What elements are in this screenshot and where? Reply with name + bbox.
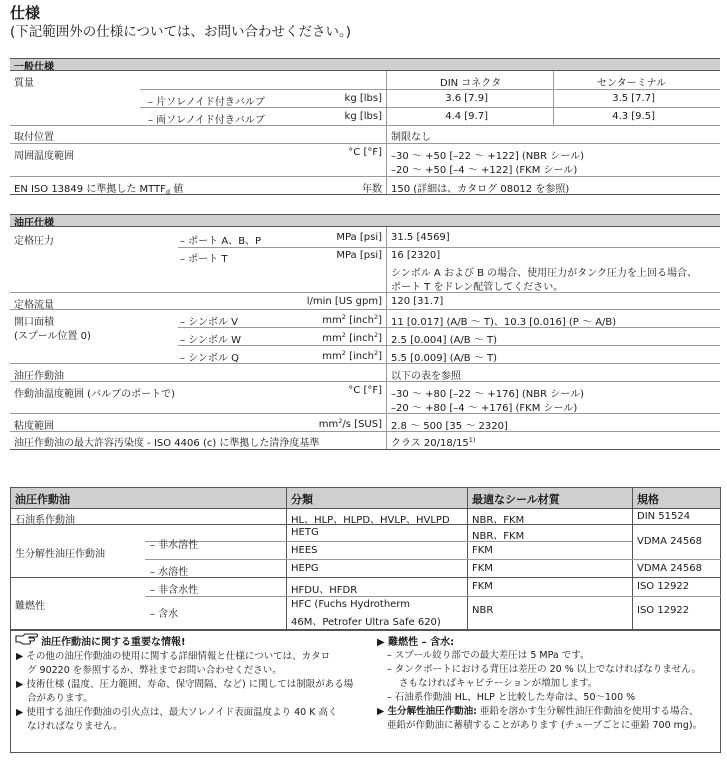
unit-area: $mm^2$ [inch$^2$] <box>322 331 382 344</box>
mineral-oil: 石油系作動油 <box>15 515 75 526</box>
ambient-temp-nbr: –30 ～ +50 [–22 ～ +122] (NBR シール) <box>391 151 584 162</box>
fluids-table <box>10 487 722 631</box>
hfdu-class: HFDU、HFDR <box>291 585 358 596</box>
mttf-value: 150 (詳細は、カタログ 08012 を参照) <box>391 184 570 195</box>
pressure-t-note: シンボル A および B の場合、使用圧力がタンク圧力を上回る場合、 <box>391 268 697 279</box>
bio-insoluble: – 非水溶性 <box>150 540 199 551</box>
note-left-line: ▶ その他の油圧作動油の使用に関する詳細情報と仕様については、カタロ <box>16 651 331 662</box>
cleanliness-label: 油圧作動油の最大許容汚染度 - ISO 4406 (c) に準拠した清浄度基準 <box>14 438 320 449</box>
header-seal: 最適なシール材質 <box>472 493 560 506</box>
hfc-class: HFC (Fuchs Hydrotherm <box>291 599 410 610</box>
hepg-class: HEPG <box>291 563 319 574</box>
viscosity-value: 2.8 ～ 500 [35 ～ 2320] <box>391 421 508 432</box>
header-standard: 規格 <box>637 493 659 506</box>
hetg-class: HETG <box>291 527 319 538</box>
symbol-q-label: – シンボル Q <box>180 353 239 364</box>
divider <box>10 143 720 144</box>
hfc-seal: NBR <box>472 605 494 616</box>
double-solenoid-label: – 両ソレノイド付きバルブ <box>148 115 265 126</box>
header-fluid: 油圧作動油 <box>15 493 70 506</box>
symbol-w-label: – シンボル W <box>180 335 241 346</box>
unit-area: $mm^2$ [inch$^2$] <box>322 313 382 326</box>
divider <box>553 71 554 125</box>
symbol-q-value: 5.5 [0.009] (A/B ～ T) <box>391 353 498 364</box>
ambient-temp-fkm: –20 ～ +50 [–4 ～ +122] (FKM シール) <box>391 165 578 176</box>
mttf-label: EN ISO 13849 に準拠した $MTTF_d$ 値 <box>14 184 184 196</box>
divider <box>10 449 720 450</box>
page-subtitle: (下記範囲外の仕様については、お問い合わせください。) <box>10 24 352 40</box>
divider <box>145 541 632 542</box>
divider <box>10 58 720 59</box>
symbol-v-label: – シンボル V <box>180 317 238 328</box>
ambient-temp-label: 周囲温度範囲 <box>14 151 74 162</box>
bio-soluble: – 水溶性 <box>150 567 189 578</box>
water-containing: – 含水 <box>150 609 179 620</box>
unit-viscosity: $mm^2/s$ [SUS] <box>318 417 382 430</box>
note-left-line: ▶ 使用する油圧作動油の引火点は、最大ソレノイド表面温度より 40 K 高く <box>16 707 338 718</box>
hees-class: HEES <box>291 545 318 556</box>
single-center-weight: 3.5 [7.7] <box>612 93 655 104</box>
divider <box>10 309 720 310</box>
unit-years: 年数 <box>362 184 382 195</box>
divider <box>10 226 720 227</box>
note-left-line: グ 90220 を参照するか、弊社までお問い合わせください。 <box>27 665 282 676</box>
pointing-hand-icon <box>15 632 39 648</box>
fluid-value: 以下の表を参照 <box>391 371 461 382</box>
mineral-standard: DIN 51524 <box>637 511 691 522</box>
port-t-label: – ポート T <box>180 254 228 265</box>
double-center-weight: 4.3 [9.5] <box>612 111 655 122</box>
single-solenoid-label: – 片ソレノイド付きバルブ <box>148 97 265 108</box>
divider <box>10 70 720 71</box>
pressure-t-note: ポート T をドレン配管してください。 <box>391 282 564 293</box>
viscosity-label: 粘度範囲 <box>14 421 54 432</box>
divider <box>10 363 720 364</box>
pressure-t-value: 16 [2320] <box>391 250 441 261</box>
unit-kg: kg [lbs] <box>344 111 382 122</box>
port-abp-label: – ポート A、B、P <box>180 236 262 247</box>
unit-flow: l/min [US gpm] <box>306 296 382 307</box>
opening-area-label: 開口面積 <box>14 317 54 328</box>
flame-note-line: さもなければキャビテーションが増加します。 <box>399 678 598 689</box>
divider <box>140 107 720 108</box>
pressure-abp-value: 31.5 [4569] <box>391 232 450 243</box>
symbol-w-value: 2.5 [0.004] (A/B ～ T) <box>391 335 498 346</box>
bio-note-line: ▶ 生分解性油圧作動油: 亜鉛を溶かす生分解性油圧作動油を使用する場合、 <box>377 706 699 717</box>
hydraulic-section-bar <box>10 214 720 226</box>
note-left-line: 合があります。 <box>27 693 93 704</box>
hfc-class-detail: 46M、Petrofer Ultra Safe 620) <box>291 617 441 628</box>
hepg-seal: FKM <box>472 563 493 574</box>
fluid-label: 油圧作動油 <box>14 371 64 382</box>
col-center-terminal: センターミナル <box>597 78 667 89</box>
opening-area-sublabel: (スプール位置 0) <box>14 331 91 342</box>
unit-area: $mm^2$ [inch$^2$] <box>322 349 382 362</box>
flow-label: 定格流量 <box>14 300 54 311</box>
bio-oil: 生分解性油圧作動油 <box>15 549 105 560</box>
divider <box>10 577 721 578</box>
unit-temperature: °C [°F] <box>348 147 382 158</box>
unit-mpa: MPa [psi] <box>336 232 382 243</box>
general-section-bar <box>10 58 720 70</box>
hydraulic-section-title: 油圧仕様 <box>14 218 54 229</box>
double-din-weight: 4.4 [9.7] <box>445 111 488 122</box>
fluid-temp-label: 作動油温度範囲 (バルブのポートで) <box>14 389 175 400</box>
weight-label: 質量 <box>14 78 34 89</box>
table-header-bg <box>11 488 720 508</box>
divider <box>10 214 720 215</box>
divider <box>178 327 720 328</box>
divider <box>10 194 720 195</box>
symbol-v-value: 11 [0.017] (A/B ～ T)、10.3 [0.016] (P ～ A/B) <box>391 317 617 328</box>
mineral-seal: NBR、FKM <box>472 515 525 526</box>
fluid-temp-fkm: –20 ～ +80 [–4 ～ +176] (FKM シール) <box>391 403 578 414</box>
unit-temperature: °C [°F] <box>348 385 382 396</box>
flame-note-title: ▶ 難燃性 – 含水: <box>377 637 455 648</box>
hfdu-standard: ISO 12922 <box>637 581 690 592</box>
flame-note-line: – タンクポートにおける背圧は差圧の 20 % 以上でなければなりません。 <box>387 664 701 675</box>
flame-note-line: – スプール絞り部での最大差圧は 5 MPa です。 <box>387 650 590 661</box>
divider <box>386 177 387 194</box>
flow-value: 120 [31.7] <box>391 296 444 307</box>
hepg-standard: VDMA 24568 <box>637 563 702 574</box>
divider <box>10 508 721 509</box>
general-section-title: 一般仕様 <box>14 62 54 73</box>
divider <box>386 227 387 449</box>
flame-note-line: – 石油系作動油 HL、HLP と比較した寿命は、50～100 % <box>387 692 636 703</box>
header-class: 分類 <box>291 493 313 506</box>
mounting-label: 取付位置 <box>14 132 54 143</box>
fluid-temp-nbr: –30 ～ +80 [–22 ～ +176] (NBR シール) <box>391 389 584 400</box>
divider <box>10 381 720 382</box>
divider <box>178 247 720 248</box>
notes-box <box>10 630 721 753</box>
divider <box>145 559 721 560</box>
note-left-line: ▶ 技術仕様 (温度、圧力範囲、寿命、保守間隔、など) に関しては制限がある場 <box>16 679 354 690</box>
water-free: – 非含水性 <box>150 585 199 596</box>
col-din-connector: DIN コネクタ <box>440 78 502 89</box>
bio-standard: VDMA 24568 <box>637 536 702 547</box>
page-title: 仕様 <box>10 4 41 22</box>
hetg-seal: NBR、FKM <box>472 531 525 542</box>
cleanliness-value: クラス 20/18/15$^{1)}$ <box>391 436 476 449</box>
divider <box>178 345 720 346</box>
note-left-line: なければなりません。 <box>27 721 123 732</box>
single-din-weight: 3.6 [7.9] <box>445 93 488 104</box>
divider <box>10 125 720 126</box>
hfdu-seal: FKM <box>472 581 493 592</box>
flame-resistant: 難燃性 <box>15 601 45 612</box>
mineral-class: HL、HLP、HLPD、HVLP、HVLPD <box>291 515 450 526</box>
pressure-label: 定格圧力 <box>14 236 54 247</box>
hees-seal: FKM <box>472 545 493 556</box>
divider <box>10 292 720 293</box>
bio-note-line: 亜鉛が作動油に蓄積することがあります (チューブごとに亜鉛 700 mg)。 <box>387 720 703 731</box>
divider <box>10 176 720 177</box>
divider <box>10 413 720 414</box>
unit-mpa: MPa [psi] <box>336 250 382 261</box>
hfc-standard: ISO 12922 <box>637 605 690 616</box>
divider <box>10 431 720 432</box>
unit-kg: kg [lbs] <box>344 93 382 104</box>
mounting-value: 制限なし <box>391 132 431 143</box>
notes-important-title: 油圧作動油に関する重要な情報! <box>41 637 186 648</box>
divider <box>145 596 721 597</box>
divider <box>140 89 720 90</box>
